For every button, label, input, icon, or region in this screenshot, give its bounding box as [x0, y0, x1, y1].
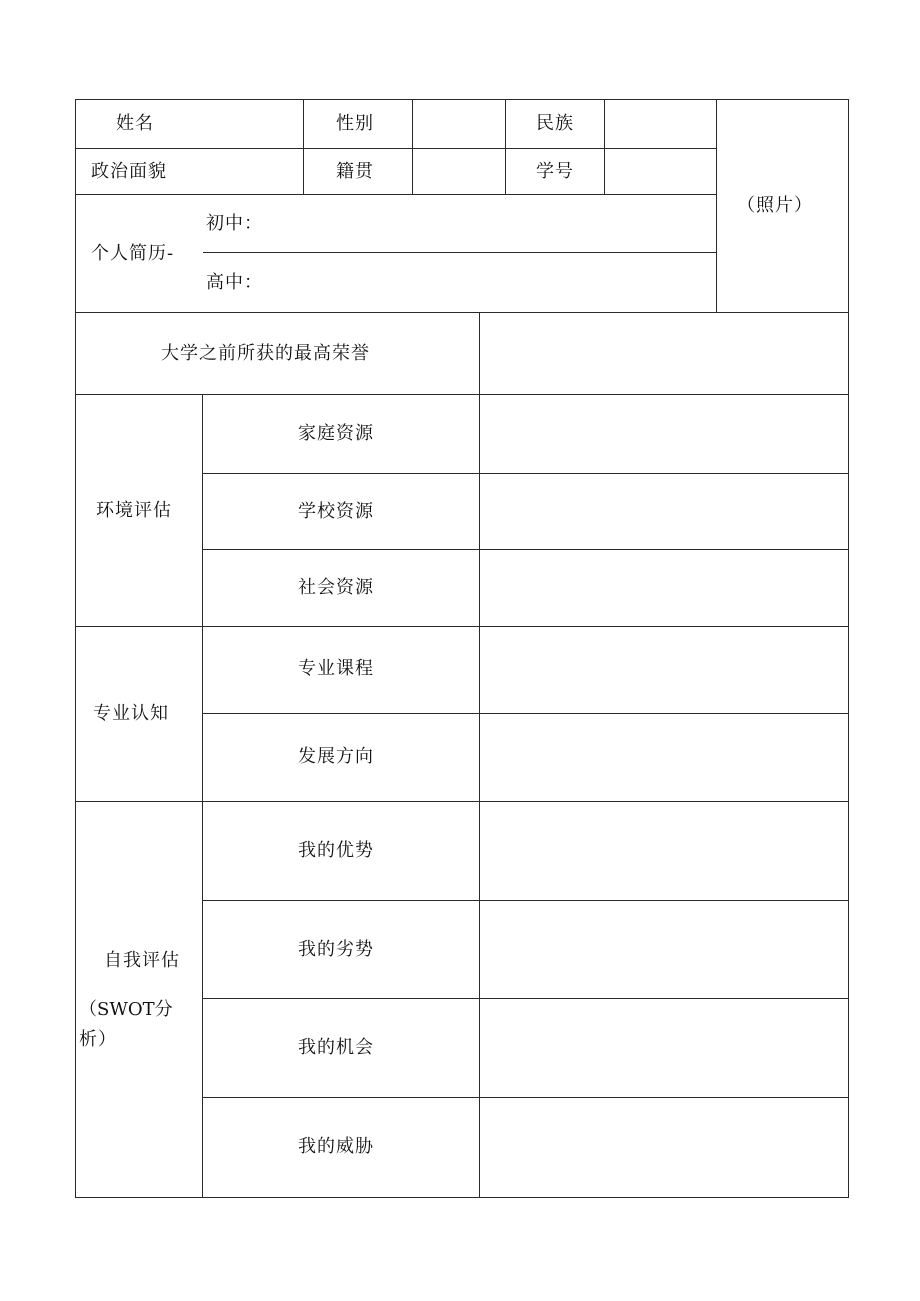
table-border-left: [75, 99, 76, 1198]
gender-field[interactable]: [413, 100, 504, 147]
family-resources-label: 家庭资源: [298, 423, 374, 444]
threats-label: 我的威胁: [298, 1136, 374, 1157]
opportunities-label: 我的机会: [298, 1037, 374, 1058]
political-status-label: 政治面貌: [91, 161, 167, 182]
courses-label: 专业课程: [298, 658, 374, 679]
threats-field[interactable]: [480, 1098, 847, 1196]
table-border-bottom: [75, 1197, 849, 1198]
social-resources-field[interactable]: [480, 550, 847, 625]
swot-label-end: 析）: [79, 1029, 117, 1050]
table-border-right: [848, 99, 849, 1198]
senior-school-label: 高中：: [206, 272, 263, 293]
weaknesses-field[interactable]: [480, 901, 847, 997]
hometown-label: 籍贯: [336, 161, 374, 182]
hometown-field[interactable]: [413, 149, 504, 193]
family-resources-field[interactable]: [480, 395, 847, 472]
student-id-label: 学号: [536, 161, 574, 182]
ethnicity-label: 民族: [536, 113, 574, 134]
major-section-label: 专业认知: [93, 703, 169, 724]
strengths-field[interactable]: [480, 802, 847, 899]
highest-honor-label: 大学之前所获的最高荣誉: [161, 343, 370, 364]
divider: [75, 194, 717, 195]
gender-label: 性别: [336, 113, 374, 134]
name-label: 姓名: [116, 113, 154, 134]
photo-area[interactable]: [717, 100, 847, 311]
weaknesses-label: 我的劣势: [298, 939, 374, 960]
divider: [202, 394, 203, 1198]
divider: [303, 99, 304, 195]
strengths-label: 我的优势: [298, 840, 374, 861]
political-status-field[interactable]: [200, 149, 302, 193]
student-id-field[interactable]: [605, 149, 715, 193]
school-resources-label: 学校资源: [298, 501, 374, 522]
photo-placeholder: （照片）: [737, 195, 813, 216]
name-field[interactable]: [186, 100, 302, 147]
junior-school-label: 初中：: [206, 213, 263, 234]
senior-school-field[interactable]: [270, 254, 715, 311]
career-direction-field[interactable]: [480, 714, 847, 800]
school-resources-field[interactable]: [480, 474, 847, 548]
swot-label: （SWOT分: [79, 999, 173, 1020]
self-assessment-label: 自我评估: [104, 950, 180, 971]
resume-divider: [203, 252, 717, 253]
career-direction-label: 发展方向: [298, 746, 374, 767]
courses-field[interactable]: [480, 627, 847, 712]
social-resources-label: 社会资源: [298, 577, 374, 598]
junior-school-field[interactable]: [270, 196, 715, 251]
highest-honor-field[interactable]: [480, 313, 847, 393]
resume-label: 个人简历-: [91, 243, 175, 264]
divider: [505, 99, 506, 195]
opportunities-field[interactable]: [480, 999, 847, 1096]
environment-section-label: 环境评估: [96, 500, 172, 521]
ethnicity-field[interactable]: [605, 100, 715, 147]
